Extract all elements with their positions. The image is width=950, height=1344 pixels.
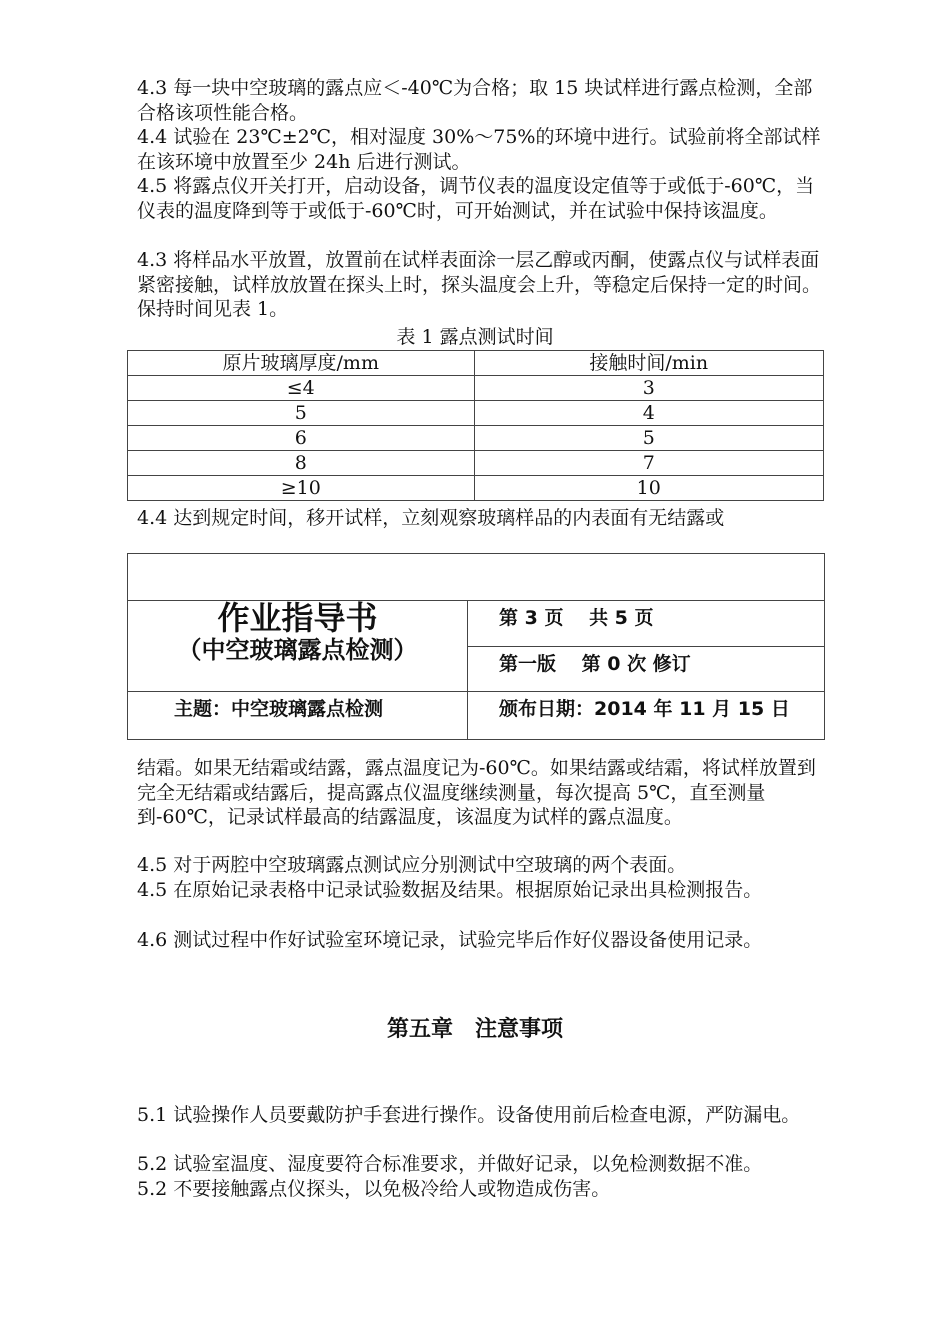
thickness-cell: ≥10	[128, 476, 475, 501]
table-header-row	[128, 351, 824, 376]
header-divider	[128, 691, 824, 692]
header-title-group	[128, 600, 467, 664]
page-info: 第 3 页 共 5 页	[499, 607, 654, 629]
document-title: 作业指导书	[217, 599, 378, 637]
header-divider	[467, 646, 824, 647]
work-instruction-header-block	[127, 553, 825, 740]
note-5-1: 5.1 试验操作人员要戴防护手套进行操作。设备使用前后检查电源，严防漏电。	[137, 1104, 801, 1126]
paragraph-4-4-observation: 4.4 达到规定时间，移开试样，立刻观察玻璃样品的内表面有无结露或	[137, 507, 725, 529]
thickness-cell: 6	[128, 426, 475, 451]
paragraph-4-6-environment-records: 4.6 测试过程中作好试验室环境记录，试验完毕后作好仪器设备使用记录。	[137, 929, 763, 951]
paragraph-4-5-dew-point-meter-setup: 4.5 将露点仪开关打开，启动设备，调节仪表的温度设定值等于或低于-60℃，当仪表的温度降到等于或低于-60℃时，可开始测试，并在试验中保持该温度。	[137, 175, 815, 222]
table-caption: 表 1 露点测试时间	[396, 326, 554, 348]
document-subtitle: （中空玻璃露点检测）	[177, 636, 418, 664]
document-topic: 主题：中空玻璃露点检测	[174, 698, 384, 720]
table-row	[128, 376, 824, 401]
header-divider	[467, 600, 468, 739]
thickness-cell: 8	[128, 451, 475, 476]
note-5-2-probe: 5.2 不要接触露点仪探头，以免极冷给人或物造成伤害。	[137, 1178, 611, 1200]
table-row	[128, 451, 824, 476]
time-cell: 4	[474, 401, 824, 426]
thickness-cell: 5	[128, 401, 475, 426]
chapter-heading: 第五章 注意事项	[386, 1017, 563, 1042]
paragraph-4-3-dew-point-criteria: 4.3 每一块中空玻璃的露点应＜-40℃为合格；取 15 块试样进行露点检测，全部合格该项性能合格。	[137, 77, 813, 124]
thickness-cell: ≤4	[128, 376, 475, 401]
dew-point-time-table	[127, 350, 824, 501]
paragraph-frost-continuation: 结霜。如果无结霜或结露，露点温度记为-60℃。如果结露或结霜，将试样放置到完全无结霜或结露后，提高露点仪温度继续测量，每次提高 5℃，直至测量到-60℃，记录试样最高的结露温度，该温度为试样的露点温度。	[137, 757, 816, 828]
header-contact-time: 接触时间/min	[474, 351, 824, 376]
table-row	[128, 401, 824, 426]
table-row	[128, 476, 824, 501]
time-cell: 7	[474, 451, 824, 476]
issue-date: 颁布日期：2014 年 11 月 15 日	[499, 698, 790, 720]
paragraph-4-5-two-cavity: 4.5 对于两腔中空玻璃露点测试应分别测试中空玻璃的两个表面。	[137, 854, 687, 876]
paragraph-4-4-test-environment: 4.4 试验在 23℃±2℃，相对湿度 30%～75%的环境中进行。试验前将全部试样在该环境中放置至少 24h 后进行测试。	[137, 126, 821, 173]
paragraph-4-5-records: 4.5 在原始记录表格中记录试验数据及结果。根据原始记录出具检测报告。	[137, 879, 763, 901]
header-glass-thickness: 原片玻璃厚度/mm	[128, 351, 475, 376]
version-info: 第一版 第 0 次 修订	[499, 653, 691, 675]
note-5-2-humidity: 5.2 试验室温度、湿度要符合标准要求，并做好记录，以免检测数据不准。	[137, 1153, 763, 1175]
time-cell: 5	[474, 426, 824, 451]
paragraph-4-3-sample-placement: 4.3 将样品水平放置，放置前在试样表面涂一层乙醇或丙酮，使露点仪与试样表面紧密接触，试样放放置在探头上时，探头温度会上升，等稳定后保持一定的时间。保持时间见表 1。	[137, 249, 822, 320]
time-cell: 10	[474, 476, 824, 501]
time-cell: 3	[474, 376, 824, 401]
table-row	[128, 426, 824, 451]
